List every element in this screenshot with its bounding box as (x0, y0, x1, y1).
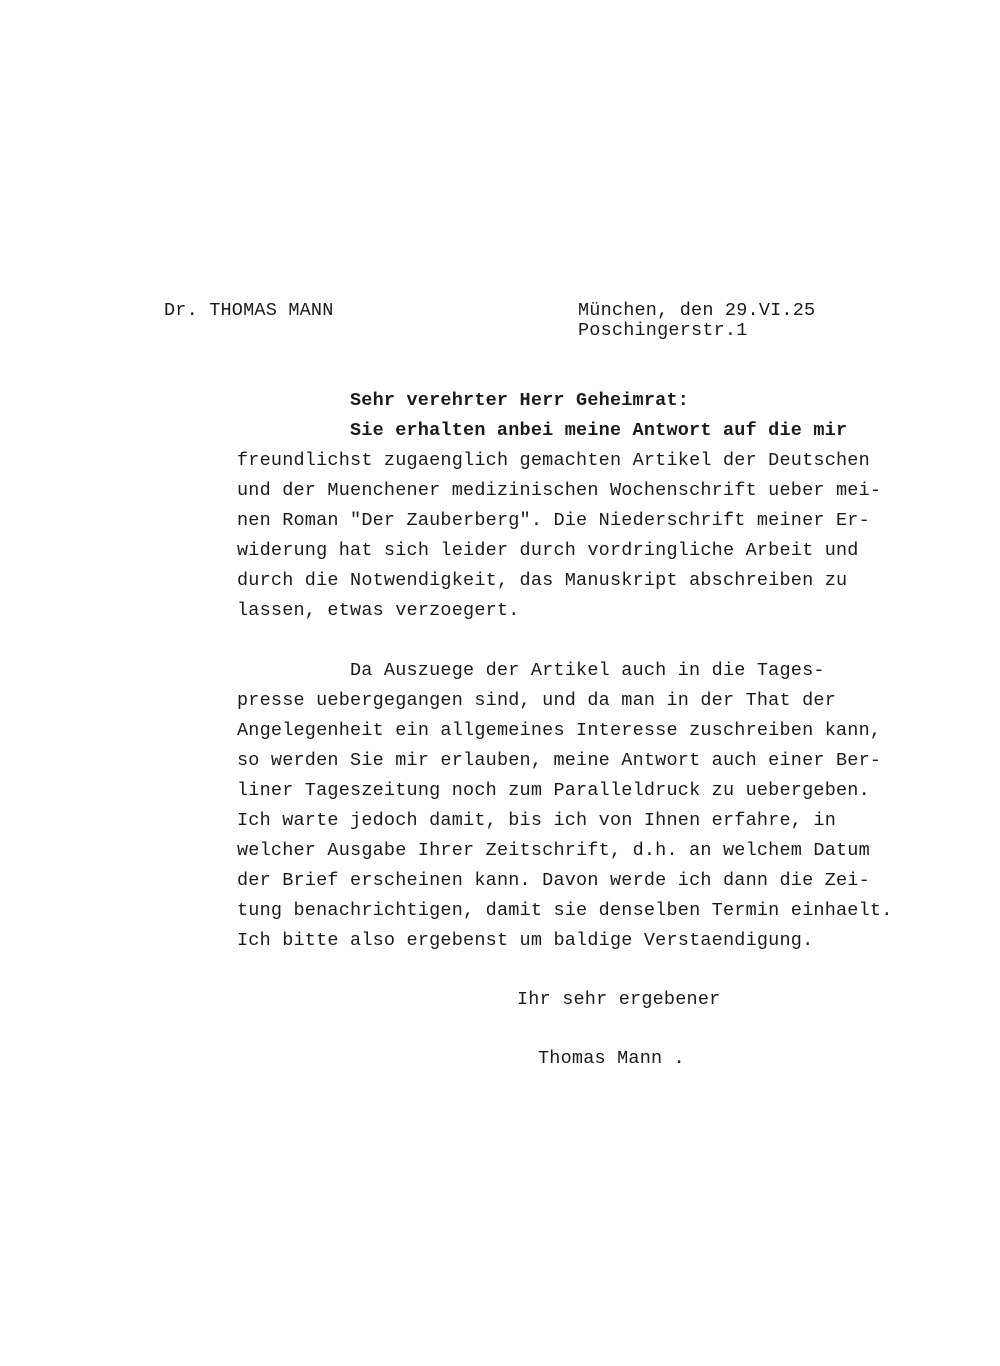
paragraph-2-line: der Brief erscheinen kann. Davon werde ich dann die Zei- (237, 870, 870, 891)
paragraph-2-line: so werden Sie mir erlauben, meine Antwort auch einer Ber- (237, 750, 882, 771)
paragraph-2-line: tung benachrichtigen, damit sie denselben Termin einhaelt. (237, 900, 893, 921)
paragraph-2-line: welcher Ausgabe Ihrer Zeitschrift, d.h. an welchem Datum (237, 840, 870, 861)
salutation: Sehr verehrter Herr Geheimrat: (350, 390, 690, 411)
paragraph-1-line: freundlichst zugaenglich gemachten Artikel der Deutschen (237, 450, 870, 471)
paragraph-2-line: Ich bitte also ergebenst um baldige Verstaendigung. (237, 930, 814, 951)
paragraph-2-line: Angelegenheit ein allgemeines Interesse zuschreiben kann, (237, 720, 882, 741)
signature: Thomas Mann . (538, 1048, 685, 1069)
paragraph-1-line: nen Roman "Der Zauberberg". Die Niederschrift meiner Er- (237, 510, 870, 531)
paragraph-1-line: widerung hat sich leider durch vordringliche Arbeit und (237, 540, 859, 561)
paragraph-1-line: Sie erhalten anbei meine Antwort auf die mir (350, 420, 848, 441)
paragraph-1-line: durch die Notwendigkeit, das Manuskript abschreiben zu (237, 570, 848, 591)
paragraph-2-line: Ich warte jedoch damit, bis ich von Ihnen erfahre, in (237, 810, 836, 831)
paragraph-2-line: liner Tageszeitung noch zum Paralleldruck zu uebergeben. (237, 780, 870, 801)
paragraph-1-line: lassen, etwas verzoegert. (237, 600, 520, 621)
paragraph-2-line: presse uebergegangen sind, und da man in der That der (237, 690, 836, 711)
sender-name: Dr. THOMAS MANN (164, 300, 334, 321)
paragraph-2-line: Da Auszuege der Artikel auch in die Tages- (350, 660, 825, 681)
address-line: Poschingerstr.1 (578, 320, 748, 341)
date-line: München, den 29.VI.25 (578, 300, 816, 321)
paragraph-1-line: und der Muenchener medizinischen Wochenschrift ueber mei- (237, 480, 882, 501)
closing: Ihr sehr ergebener (517, 989, 721, 1010)
